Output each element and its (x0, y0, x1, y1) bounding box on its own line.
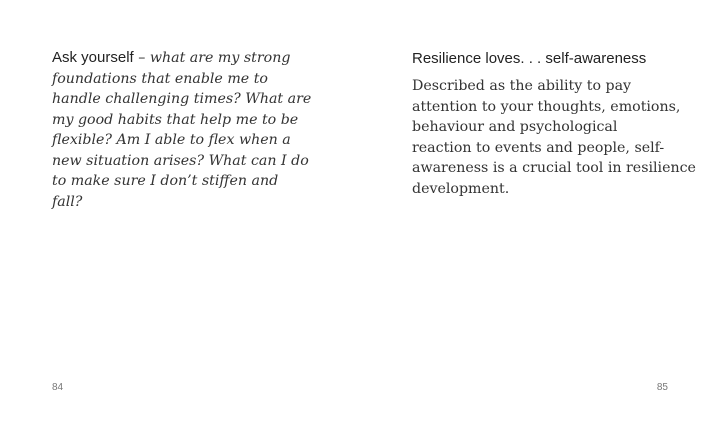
reflection-questions: what are my strong foundations that enable me to handle challenging times? What are my good habits that help me to be flexible? Am I able to flex when a new situation arises? What can I do to make sure I don’t stiffen and fall? (52, 50, 312, 210)
section-heading: Resilience loves. . . self-awareness (412, 50, 647, 67)
right-page (360, 0, 720, 435)
reflection-paragraph (52, 48, 312, 212)
body-line: behaviour and psychological (412, 119, 618, 135)
page-number-right: 85 (656, 382, 668, 393)
page-number-left: 84 (52, 382, 64, 393)
body-line: development. (412, 180, 510, 197)
body-line: Described as the ability to pay (412, 78, 632, 94)
section-block (412, 48, 702, 199)
body-line: attention to your thoughts, emotions, (412, 98, 681, 115)
dash: – (133, 50, 150, 66)
body-line: reaction to events and people, self- (412, 139, 665, 156)
body-line: awareness is a crucial tool in resilience (412, 160, 696, 176)
section-body (412, 76, 702, 199)
ask-yourself-lead: Ask yourself (52, 49, 134, 66)
